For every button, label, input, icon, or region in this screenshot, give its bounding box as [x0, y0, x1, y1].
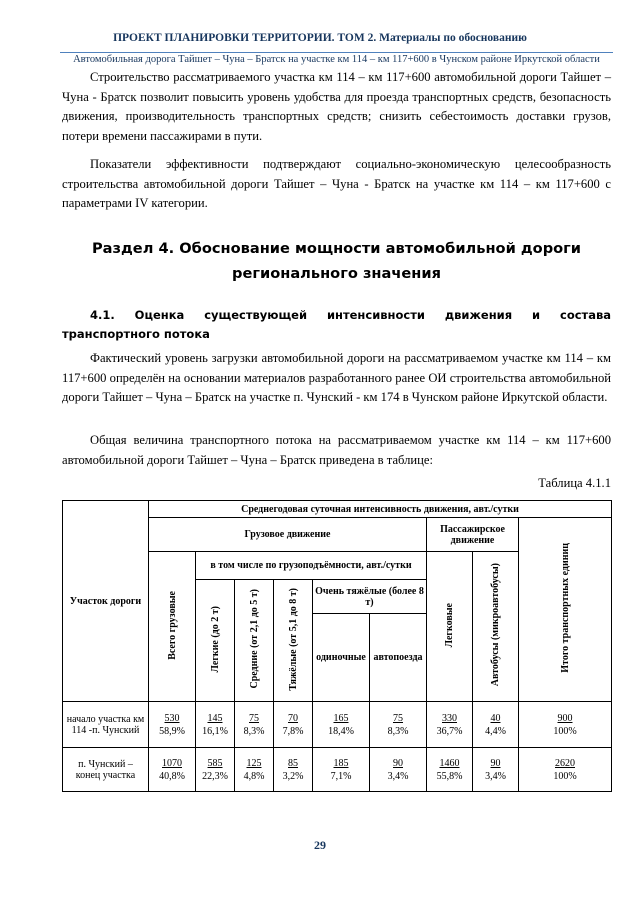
paragraph-efficiency: Показатели эффективности подтверждают социально-экономическую целесообразность строительства автомобильной дороги Тайшет – Чуна - Братск на участке км 114 – км 117+600 с параметрами IV категории. [62, 157, 611, 211]
header-buses: Автобусы (микроавтобусы) [490, 563, 501, 687]
data-cell: 185 7,1% [313, 748, 370, 792]
header-medium: Средние (от 2,1 до 5 т) [248, 589, 260, 689]
header-heavy-cell [274, 580, 313, 702]
data-cell: 1460 55,8% [427, 748, 473, 792]
header-very-heavy: Очень тяжёлые (более 8 т) [313, 580, 427, 614]
header-road-section: Участок дороги [63, 501, 149, 702]
paragraph-traffic-flow: Общая величина транспортного потока на рассматриваемом участке км 114 – км 117+600 автомобильной дороги Тайшет – Чуна – Братск приведена в таблице: [62, 433, 611, 467]
header-divider [60, 52, 613, 53]
document-header-subtitle: Автомобильная дорога Тайшет – Чуна – Братск на участке км 114 – км 117+600 в Чунском районе Иркутской области [73, 54, 600, 65]
header-cars-cell [427, 552, 473, 702]
data-cell: 70 7,8% [274, 702, 313, 748]
data-cell: 585 22,3% [196, 748, 235, 792]
data-cell: 2620 100% [519, 748, 612, 792]
data-cell: 165 18,4% [313, 702, 370, 748]
header-single: одиночные [313, 614, 370, 702]
header-medium-cell [235, 580, 274, 702]
document-header-title: ПРОЕКТ ПЛАНИРОВКИ ТЕРРИТОРИИ. ТОМ 2. Материалы по обоснованию [113, 32, 527, 44]
paragraph-construction-benefits: Строительство рассматриваемого участка км 114 – км 117+600 автомобильной дороги Тайшет – Чуна - Братск позволит повысить уровень удобства для проезда транспортных средств, безопасность движения, производительность транспортных средств; снизить себестоимость доставки грузов, потери времени пассажирами в пути. [62, 70, 611, 143]
data-cell: 530 58,9% [149, 702, 196, 748]
data-cell: 75 8,3% [370, 702, 427, 748]
table-row [63, 748, 612, 792]
header-all-trucks: Всего грузовые [166, 590, 178, 660]
data-cell: 75 8,3% [235, 702, 274, 748]
paragraph-actual-load: Фактический уровень загрузки автомобильной дороги на рассматриваемом участке км 114 – км 117+600 определён на основании материалов разработанного ранее ОИ строительства автомобильной дороги Тайшет – Чуна – Братск на участке п. Чунский - км 174 в Чунском районе Иркутской области. [62, 351, 611, 405]
data-cell: 125 4,8% [235, 748, 274, 792]
header-trains: автопоезда [370, 614, 427, 702]
page-number: 29 [314, 838, 326, 852]
header-total: Итого транспортных единиц [559, 543, 571, 673]
data-cell: 90 3,4% [473, 748, 519, 792]
header-total-cell [519, 518, 612, 702]
data-cell: 90 3,4% [370, 748, 427, 792]
header-light-cell [196, 580, 235, 702]
header-passenger: Пассажирское движение [427, 518, 519, 552]
header-freight: Грузовое движение [149, 518, 427, 552]
row-section-label: начало участка км 114 -п. Чунский [63, 702, 149, 748]
subsection-heading: 4.1. Оценка существующей интенсивности движения и состава транспортного потока [62, 308, 611, 341]
section-heading: Раздел 4. Обоснование мощности автомобильной дороги регионального значения [91, 240, 582, 282]
header-buses-cell [473, 552, 519, 702]
traffic-intensity-table [62, 500, 612, 792]
data-cell: 900 100% [519, 702, 612, 748]
header-cars: Легковые [444, 602, 455, 648]
header-all-trucks-cell [149, 552, 196, 702]
data-cell: 85 3,2% [274, 748, 313, 792]
table-row [63, 702, 612, 748]
data-cell: 40 4,4% [473, 702, 519, 748]
data-cell: 1070 40,8% [149, 748, 196, 792]
header-by-capacity: в том числе по грузоподъёмности, авт./сутки [196, 552, 427, 580]
row-section-label: п. Чунский – конец участка [63, 748, 149, 792]
table-caption: Таблица 4.1.1 [538, 476, 611, 490]
data-cell: 330 36,7% [427, 702, 473, 748]
header-main: Среднегодовая суточная интенсивность движения, авт./сутки [149, 501, 612, 518]
data-cell: 145 16,1% [196, 702, 235, 748]
header-heavy: Тяжёлые (от 5,1 до 8 т) [287, 587, 299, 691]
header-light: Легкие (до 2 т) [209, 605, 221, 673]
